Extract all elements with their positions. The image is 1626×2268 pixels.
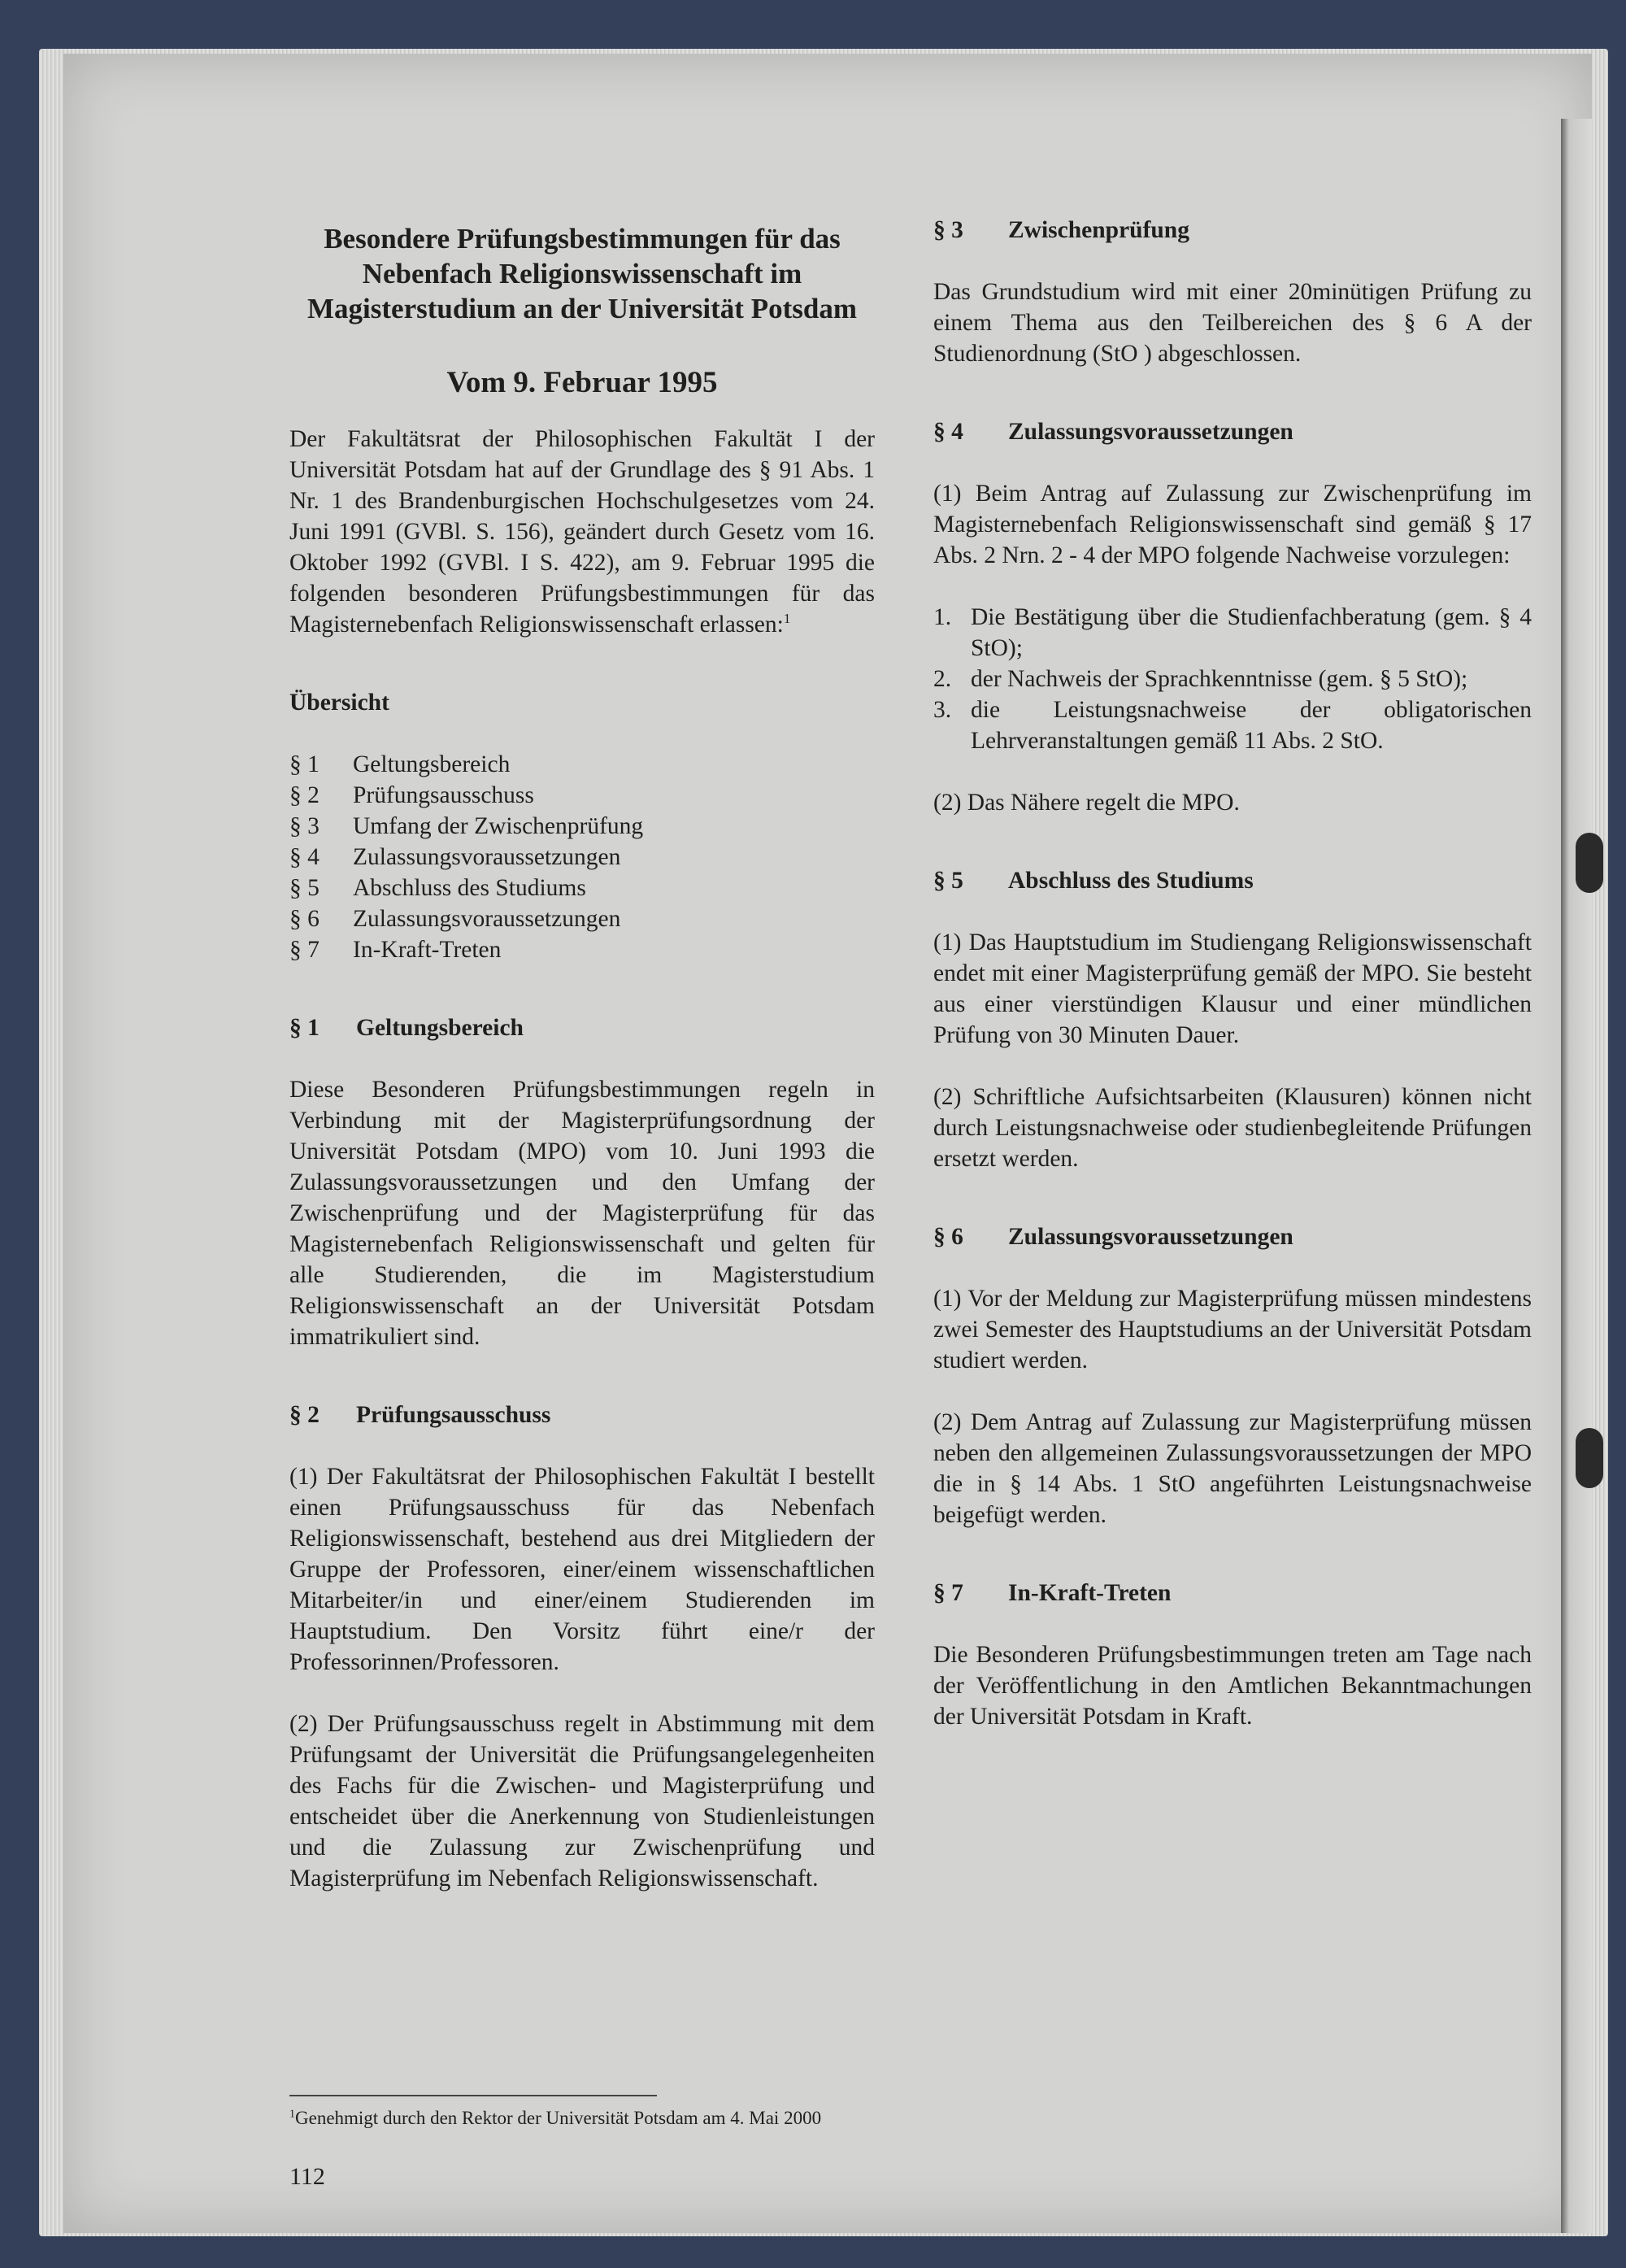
section-3-text: Das Grundstudium wird mit einer 20minütigen Prüfung zu einem Thema aus den Teilbereichen des § 6 A der Studienordnung (StO ) abgeschlossen. [933,279,1532,367]
list-number: 1. [933,604,952,630]
list-item [289,873,875,903]
left-column [289,215,875,1894]
preamble-text: Der Fakultätsrat der Philosophischen Fakultät I der Universität Potsdam hat auf der Grundlage des § 91 Abs. 1 Nr. 1 des Brandenburgischen Hochschulgesetzes vom 24. Juni 1991 (GVBl. S. 156), geändert durch Gesetz vom 16. Oktober 1992 (GVBl. I S. 422), am 9. Februar 1995 die folgenden besonderen Prüfungsbestimmungen für das Magisternebenfach Religionswissenschaft erlassen: [289,426,875,638]
document-title: Besondere Prüfungsbestimmungen für das Nebenfach Religionswissenschaft im Magisterstudium an der Universität Potsdam [307,223,857,324]
section-number: § 5 [933,868,963,894]
list-number: 3. [933,697,952,723]
toc-number: § 4 [289,844,320,870]
section-4-paragraph-1: (1) Beim Antrag auf Zulassung zur Zwischenprüfung im Magisternebenfach Religionswissenschaft sind gemäß § 17 Abs. 2 Nrn. 2 - 4 der MPO folgende Nachweise vorzulegen: [933,481,1532,568]
toc-label: Abschluss des Studiums [353,875,586,901]
requirements-list [933,602,1532,756]
document-date: Vom 9. Februar 1995 [446,366,718,399]
toc-label: Prüfungsausschuss [353,782,534,808]
section-3-heading [933,215,1532,246]
section-1-heading [289,1012,875,1043]
list-item [289,780,875,811]
section-2-heading [289,1400,875,1430]
list-item [289,811,875,842]
toc-number: § 5 [289,875,320,901]
section-4-paragraph-2: (2) Das Nähere regelt die MPO. [933,790,1240,816]
preamble [289,424,875,640]
right-column [933,215,1532,1732]
section-number: § 1 [289,1015,320,1041]
toc-label: In-Kraft-Treten [353,937,502,963]
toc-number: § 7 [289,937,320,963]
section-7-text: Die Besonderen Prüfungsbestimmungen treten am Tage nach der Veröffentlichung in den Amtlichen Bekanntmachungen der Universität Potsdam in Kraft. [933,1642,1532,1730]
footnote [289,2106,821,2131]
toc-label: Zulassungsvoraussetzungen [353,906,621,932]
list-item [933,664,1532,694]
binder-hole [1576,1428,1603,1488]
list-item [289,934,875,965]
footnote-mark: 1 [783,611,791,627]
list-text: die Leistungsnachweise der obligatorischen Lehrveranstaltungen gemäß 11 Abs. 2 StO. [971,697,1532,754]
section-number: § 7 [933,1580,963,1606]
section-number: § 4 [933,419,963,445]
section-title: Geltungsbereich [356,1015,524,1041]
overview-list [289,749,875,965]
section-2-paragraph-2: (2) Der Prüfungsausschuss regelt in Abstimmung mit dem Prüfungsamt der Universität die Prüfungsangelegenheiten des Fachs für die Zwischen- und Magisterprüfung und entscheidet über die Anerkennung von Studienleistungen und die Zulassung zur Zwischenprüfung und Magisterprüfung im Nebenfach Religionswissenschaft. [289,1711,875,1891]
section-title: Zulassungsvoraussetzungen [1008,419,1293,445]
list-item [289,842,875,873]
section-title: Abschluss des Studiums [1008,868,1254,894]
section-title: Zwischenprüfung [1008,217,1189,243]
section-5-heading [933,865,1532,896]
list-text: Die Bestätigung über die Studienfachberatung (gem. § 4 StO); [971,604,1532,661]
section-7-heading [933,1578,1532,1608]
section-title: Prüfungsausschuss [356,1402,551,1428]
section-6-paragraph-2: (2) Dem Antrag auf Zulassung zur Magisterprüfung müssen neben den allgemeinen Zulassungsvoraussetzungen der MPO die in § 14 Abs. 1 StO angeführten Leistungsnachweise beigefügt werden. [933,1409,1532,1528]
list-item [289,749,875,780]
section-5-paragraph-2: (2) Schriftliche Aufsichtsarbeiten (Klausuren) können nicht durch Leistungsnachweise oder studienbegleitende Prüfungen ersetzt werden. [933,1084,1532,1172]
section-number: § 6 [933,1224,963,1250]
section-number: § 2 [289,1402,320,1428]
overview-heading: Übersicht [289,690,389,716]
list-item [933,602,1532,664]
toc-label: Geltungsbereich [353,751,511,777]
toc-label: Zulassungsvoraussetzungen [353,844,621,870]
section-5-paragraph-1: (1) Das Hauptstudium im Studiengang Religionswissenschaft endet mit einer Magisterprüfung gemäß der MPO. Sie besteht aus einer vierstündigen Klausur und einer mündlichen Prüfung von 30 Minuten Dauer. [933,929,1532,1048]
toc-label: Umfang der Zwischenprüfung [353,813,644,839]
toc-number: § 3 [289,813,320,839]
right-page-strip [1561,119,1592,2233]
section-6-heading [933,1221,1532,1252]
section-1-text: Diese Besonderen Prüfungsbestimmungen regeln in Verbindung mit der Magisterprüfungsordnung der Universität Potsdam (MPO) vom 10. Juni 1993 die Zulassungsvoraussetzungen und den Umfang der Zwischenprüfung und der Magisterprüfung für das Magisternebenfach Religionswissenschaft und gelten für alle Studierenden, die im Magisterstudium Religionswissenschaft an der Universität Potsdam immatrikuliert sind. [289,1077,875,1350]
footnote-text: Genehmigt durch den Rektor der Universität Potsdam am 4. Mai 2000 [295,2108,822,2128]
section-6-paragraph-1: (1) Vor der Meldung zur Magisterprüfung müssen mindestens zwei Semester des Hauptstudiums an der Universität Potsdam studiert werden. [933,1286,1532,1373]
binder-hole [1576,833,1603,893]
section-4-heading [933,416,1532,447]
list-item [933,694,1532,756]
section-title: Zulassungsvoraussetzungen [1008,1224,1293,1250]
section-2-paragraph-1: (1) Der Fakultätsrat der Philosophischen Fakultät I bestellt einen Prüfungsausschuss für das Nebenfach Religionswissenschaft, bestehend aus drei Mitgliedern der Gruppe der Professoren, einer/einem wissenschaftlichen Mitarbeiter/in und einer/einem Studierenden im Hauptstudium. Den Vorsitz führt eine/r der Professorinnen/Professoren. [289,1464,875,1675]
footnote-divider [289,2095,657,2096]
footnote-number: 1 [289,2108,295,2121]
list-item [289,903,875,934]
section-number: § 3 [933,217,963,243]
section-title: In-Kraft-Treten [1008,1580,1172,1606]
list-number: 2. [933,666,952,692]
toc-number: § 1 [289,751,320,777]
toc-number: § 6 [289,906,320,932]
toc-number: § 2 [289,782,320,808]
list-text: der Nachweis der Sprachkenntnisse (gem. § 5 StO); [971,666,1468,692]
page-number: 112 [289,2163,325,2190]
